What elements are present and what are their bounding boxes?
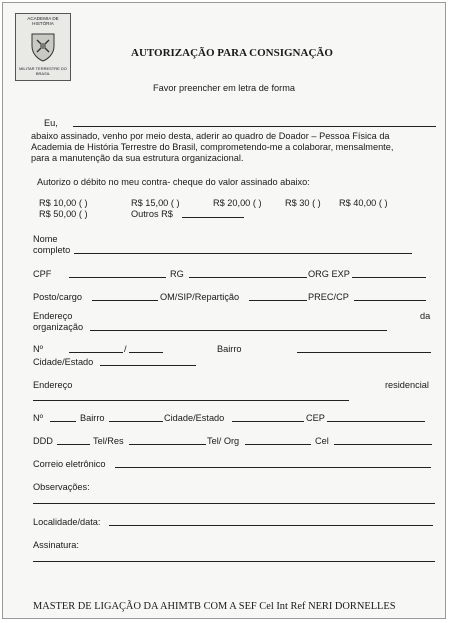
numero-res-label: Nº (33, 413, 43, 423)
cidade-estado-label: Cidade/Estado (33, 357, 94, 367)
intro-line-1: abaixo assinado, venho por meio desta, aderir ao quadro de Doador – Pessoa Física da (31, 131, 390, 141)
amount-option-20[interactable]: R$ 20,00 ( ) (213, 198, 262, 208)
om-label: OM/SIP/Repartição (160, 292, 240, 302)
org-exp-line[interactable] (352, 277, 426, 278)
residencial-label: residencial (385, 380, 429, 390)
endereco-res-label: Endereço (33, 380, 73, 390)
nome-label: Nome (33, 234, 58, 244)
cep-label: CEP (306, 413, 325, 423)
bairro-label: Bairro (217, 344, 242, 354)
rg-label: RG (170, 269, 184, 279)
tel-res-line[interactable] (129, 444, 206, 445)
endereco-res-line[interactable] (33, 400, 349, 401)
bairro-res-label: Bairro (80, 413, 105, 423)
cep-line[interactable] (327, 421, 425, 422)
logo-bottom-text: MILITAR TERRESTRE DO BRASIL (19, 66, 67, 76)
prec-label: PREC/CP (308, 292, 349, 302)
amount-option-50[interactable]: R$ 50,00 ( ) (39, 209, 88, 219)
da-label: da (420, 311, 431, 321)
numero-line[interactable] (69, 352, 123, 353)
complemento-line[interactable] (129, 352, 163, 353)
intro-eu: Eu, (44, 118, 58, 128)
email-label: Correio eletrônico (33, 459, 106, 469)
logo-top-text: ACADEMIA DE HISTÓRIA (27, 16, 59, 26)
cpf-line[interactable] (69, 277, 166, 278)
posto-label: Posto/cargo (33, 292, 83, 302)
localidade-data-line[interactable] (109, 525, 433, 526)
intro-line-2: Academia de História Terrestre do Brasil, comprometendo-me a colaborar, mensalmente, (31, 142, 394, 152)
amount-option-15[interactable]: R$ 15,00 ( ) (131, 198, 180, 208)
form-page (2, 2, 446, 619)
form-subtitle: Favor preencher em letra de forma (153, 83, 295, 93)
bairro-res-line[interactable] (109, 421, 163, 422)
cpf-label: CPF (33, 269, 52, 279)
amount-option-30[interactable]: R$ 30 ( ) (285, 198, 321, 208)
footer-text: MASTER DE LIGAÇÃO DA AHIMTB COM A SEF Cel Int Ref NERI DORNELLES (33, 601, 396, 612)
cel-label: Cel (315, 436, 329, 446)
organizacao-label: organização (33, 322, 84, 332)
cidade-estado-res-label: Cidade/Estado (164, 413, 225, 423)
name-intro-line[interactable] (73, 126, 436, 127)
numero-slash: / (124, 344, 127, 354)
obs-line[interactable] (33, 503, 435, 504)
cidade-estado-line[interactable] (100, 365, 196, 366)
nome-completo-line[interactable] (74, 253, 412, 254)
shield-icon (30, 32, 56, 62)
form-title: AUTORIZAÇÃO PARA CONSIGNAÇÃO (131, 47, 333, 59)
posto-line[interactable] (92, 300, 158, 301)
prec-line[interactable] (354, 300, 426, 301)
numero-label: Nº (33, 344, 43, 354)
numero-res-line[interactable] (50, 421, 76, 422)
obs-label: Observações: (33, 482, 90, 492)
om-line[interactable] (249, 300, 307, 301)
localidade-data-label: Localidade/data: (33, 517, 101, 527)
ddd-line[interactable] (57, 444, 90, 445)
org-exp-label: ORG EXP (308, 269, 350, 279)
assinatura-label: Assinatura: (33, 540, 79, 550)
amount-other-label: Outros R$ (131, 209, 173, 219)
amount-option-10[interactable]: R$ 10,00 ( ) (39, 198, 88, 208)
amount-other-line[interactable] (182, 217, 244, 218)
bairro-line[interactable] (297, 352, 431, 353)
completo-label: completo (33, 245, 71, 255)
tel-org-label: Tel/ Org (207, 436, 240, 446)
intro-line-3: para a manutenção da sua estrutura organizacional. (31, 153, 244, 163)
endereco-org-line[interactable] (90, 330, 387, 331)
endereco-org-label: Endereço (33, 311, 73, 321)
tel-res-label: Tel/Res (93, 436, 124, 446)
academy-logo (15, 13, 71, 81)
authorize-text: Autorizo o débito no meu contra- cheque do valor assinado abaixo: (37, 177, 310, 187)
amount-option-40[interactable]: R$ 40,00 ( ) (339, 198, 388, 208)
tel-org-line[interactable] (245, 444, 311, 445)
ddd-label: DDD (33, 436, 53, 446)
cel-line[interactable] (334, 444, 432, 445)
rg-line[interactable] (189, 277, 307, 278)
assinatura-line[interactable] (33, 561, 435, 562)
email-line[interactable] (115, 467, 431, 468)
cidade-estado-res-line[interactable] (232, 421, 304, 422)
